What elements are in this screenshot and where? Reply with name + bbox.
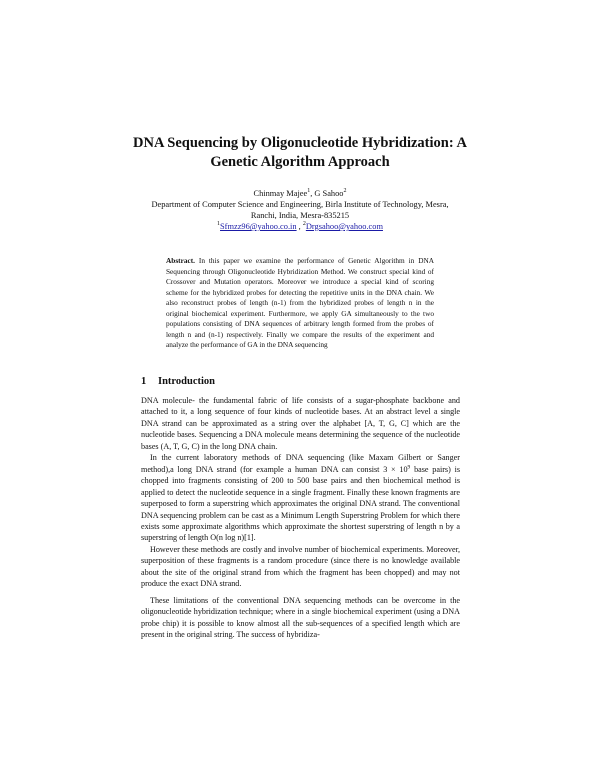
email-2-mark: 2 xyxy=(302,221,306,228)
author-line xyxy=(140,188,460,199)
paragraph-1: DNA molecule- the fundamental fabric of life consists of a sugar-phosphate backbone and attached to it, a long sequence of four kinds of nucleotide bases. At an abstract level a single DNA strand can be approximated as a string over the alphabet [A, T, G, C] which are the nucleotide bases. Sequencing a DNA molecule means determining the sequence of the nucleotide bases (A, T, G, C) in the long DNA chain. xyxy=(141,396,460,451)
affiliation-line-1: Department of Computer Science and Engineering, Birla Institute of Technology, Mesra, xyxy=(151,200,449,209)
paragraph-4: These limitations of the conventional DNA sequencing methods can be overcome in the oligonucleotide hybridization technique; where in a single biochemical experiment (using a DNA probe chip) it is possible to know almost all the sub-sequences of a specified length which are present in the original string. The success of hybridiza- xyxy=(141,595,460,640)
authors-block xyxy=(140,188,460,232)
section-heading xyxy=(141,375,215,389)
paragraph-3: However these methods are costly and involve number of biochemical experiments. Moreover, superposition of these fragments is a random procedure (since there is no knowledge available about the site of the original strand from which the fragment has been chopped) and may not produce the exact DNA strand. xyxy=(141,544,460,589)
abstract-label: Abstract. xyxy=(166,256,195,265)
email-separator: , xyxy=(296,222,303,231)
paragraph-2-exponent: 9 xyxy=(407,464,411,470)
section-title: Introduction xyxy=(158,376,215,387)
section-number: 1 xyxy=(141,376,147,387)
author-2-name: G Sahoo xyxy=(314,189,344,198)
paragraph-2-part-2: base pairs) is chopped into fragments consisting of 200 to 500 base pairs and then biochemical method is applied to detect the nucleotide sequence in a single fragment. Finally these known fragments are superposed to form a superstring which approximates the original DNA strand. The conventional DNA sequencing problem can be cast as a Minimum Length Superstring Problem for which there exists some approximate algorithms which approximate the shortest superstring of length n by a superstring of length O(n log n)[1]. xyxy=(141,464,461,543)
email-line xyxy=(140,221,460,232)
paragraph-2 xyxy=(141,452,460,544)
paragraph-2-part-1: In the current laboratory methods of DNA sequencing (like Maxam Gilbert or Sanger method),a long DNA strand (for example a human DNA can consist 3 × 10 xyxy=(141,453,460,474)
author-1-mark: 1 xyxy=(307,188,311,195)
author-2-mark: 2 xyxy=(343,188,347,195)
body-text xyxy=(141,395,460,641)
author-separator: , xyxy=(310,189,315,198)
abstract-text: In this paper we examine the performance of Genetic Algorithm in DNA Sequencing through Oligonucleotide Hybridization Method. We construct special kind of Crossover and Mutation operators. Moreover we introduce a special kind of scoring scheme for the hybridized probes for detecting the repetitive units in the DNA chain. We also reconstruct probes of length (n-1) from the hybridized probes of length n in the original biochemical experiment. Furthermore, we apply GA simultaneously to the two populations consisting of DNA sequences of arbitrary length formed from the probes of length n and (n-1) respectively. Finally we compare the results of the experiment and analyze the performance of GA in the DNA sequencing xyxy=(166,256,434,350)
affiliation-line-2: Ranchi, India, Mesra-835215 xyxy=(250,211,350,220)
email-1-link[interactable]: Sfmzz96@yahoo.co.in xyxy=(220,222,297,231)
author-1-name: Chinmay Majee xyxy=(253,189,308,198)
email-1-mark: 1 xyxy=(217,221,221,228)
paper-title: DNA Sequencing by Oligonucleotide Hybridization: A Genetic Algorithm Approach xyxy=(133,135,467,170)
email-2-link[interactable]: Drgsahoo@yahoo.com xyxy=(305,222,383,231)
abstract xyxy=(166,256,434,351)
